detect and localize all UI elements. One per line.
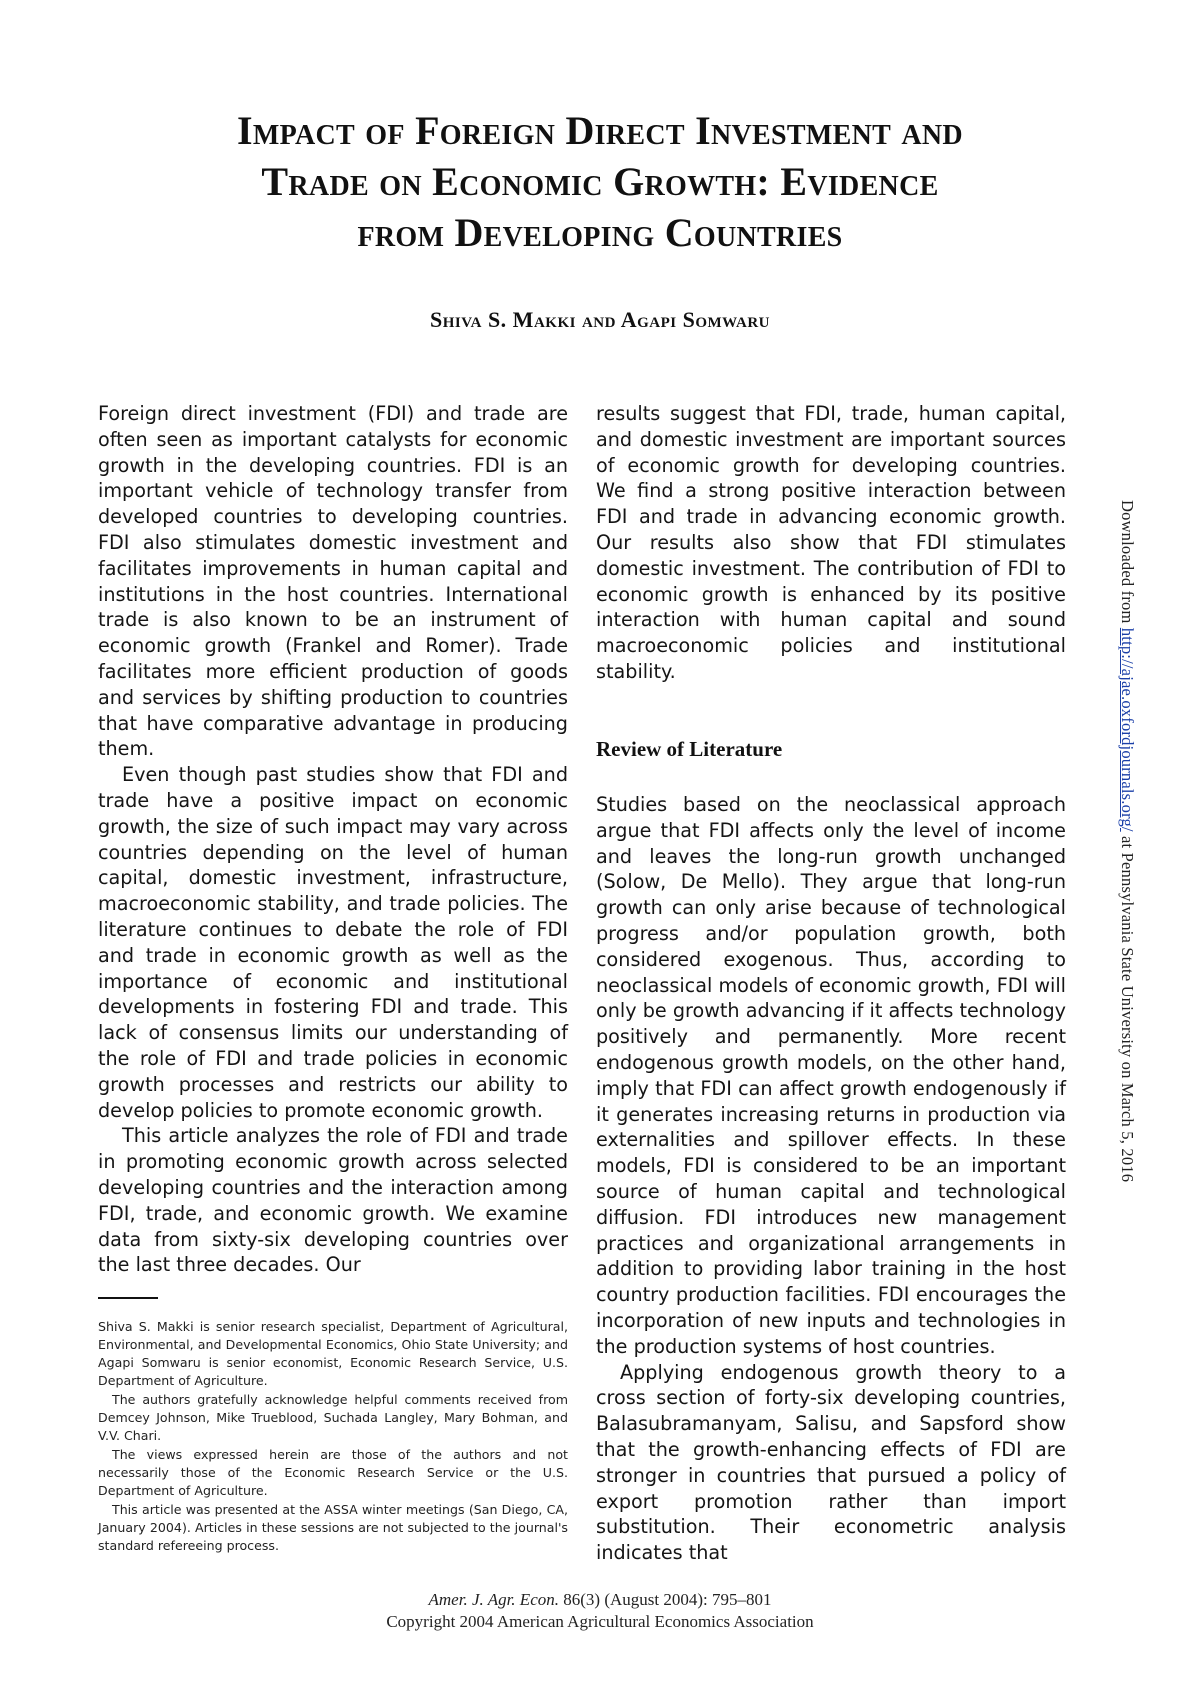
right-column-intro <box>596 401 1066 685</box>
article-title <box>100 105 1100 258</box>
intro-paragraph-3: This article analyzes the role of FDI and trade in promoting economic growth across selected developing countries and the interaction among FDI, trade, and economic growth. We examine data from sixty-six developing countries over the last three decades. Our <box>98 1124 568 1277</box>
journal-citation <box>300 1589 900 1633</box>
copyright-line: Copyright 2004 American Agricultural Economics Association <box>386 1612 814 1631</box>
title-line-3: from Developing Countries <box>357 210 843 255</box>
left-column <box>98 401 568 1278</box>
download-watermark <box>1117 500 1137 1182</box>
journal-link[interactable]: http://ajae.oxfordjournals.org/ <box>1118 627 1137 832</box>
footnote-divider <box>98 1297 158 1299</box>
author-line: Shiva S. Makki and Agapi Somwaru <box>429 307 771 332</box>
watermark-prefix: Downloaded from <box>1118 500 1137 628</box>
citation-line <box>300 1589 900 1611</box>
intro-paragraph-1: Foreign direct investment (FDI) and trade are often seen as important catalysts for economic growth in the developing countries. FDI is an important vehicle of technology transfer from developed countries to developing countries. FDI also stimulates domestic investment and facilitates improvements in human capital and institutions in the host countries. International trade is also known to be an instrument of economic growth (Frankel and Romer). Trade facilitates more efficient production of goods and services by shifting production to countries that have comparative advantage in producing them. <box>98 402 568 761</box>
footnote-presentation: This article was presented at the ASSA winter meetings (San Diego, CA, January 2004). Articles in these sessions are not subjected to the journal's standard refereeing process. <box>98 1502 568 1553</box>
section-heading-review: Review of Literature <box>596 737 783 761</box>
title-line-1: Impact of Foreign Direct Investment and <box>237 108 963 153</box>
right-column-literature <box>596 792 1066 1566</box>
citation-details: 86(3) (August 2004): 795–801 <box>559 1590 772 1609</box>
title-line-2: Trade on Economic Growth: Evidence <box>261 159 939 204</box>
intro-paragraph-continued: results suggest that FDI, trade, human capital, and domestic investment are important sources of economic growth for developing countries. We find a strong positive interaction between FDI and trade in advancing economic growth. Our results also show that FDI stimulates domestic investment. The contribution of FDI to economic growth is enhanced by its positive interaction with human capital and sound macroeconomic policies and institutional stability. <box>596 402 1066 683</box>
footnotes <box>98 1318 568 1556</box>
footnote-affiliations: Shiva S. Makki is senior research specialist, Department of Agricultural, Environmental, and Developmental Economics, Ohio State University; and Agapi Somwaru is senior economist, Economic Research Service, U.S. Department of Agriculture. <box>98 1319 568 1388</box>
literature-paragraph-1: Studies based on the neoclassical approach argue that FDI affects only the level of income and leaves the long-run growth unchanged (Solow, De Mello). They argue that long-run growth can only arise because of technological progress and/or population growth, both considered exogenous. Thus, according to neoclassical models of economic growth, FDI will only be growth advancing if it affects technology positively and permanently. More recent endogenous growth models, on the other hand, imply that FDI can affect growth endogenously if it generates increasing returns in production via externalities and spillover effects. In these models, FDI is considered to be an important source of human capital and technological diffusion. FDI introduces new management practices and organizational arrangements in addition to providing labor training in the host country production facilities. FDI encourages the incorporation of new inputs and technologies in the production systems of host countries. <box>596 793 1066 1358</box>
footnote-disclaimer: The views expressed herein are those of the authors and not necessarily those of the Economic Research Service or the U.S. Department of Agriculture. <box>98 1447 568 1498</box>
literature-paragraph-2: Applying endogenous growth theory to a cross section of forty-six developing countries, Balasubramanyam, Salisu, and Sapsford show that the growth-enhancing effects of FDI are stronger in countries that pursued a policy of export promotion rather than import substitution. Their econometric analysis indicates that <box>596 1360 1066 1565</box>
intro-paragraph-2: Even though past studies show that FDI and trade have a positive impact on economic growth, the size of such impact may vary across countries depending on the level of human capital, domestic investment, infrastructure, macroeconomic stability, and trade policies. The literature continues to debate the role of FDI and trade in economic growth as well as the importance of economic and institutional developments in fostering FDI and trade. This lack of consensus limits our understanding of the role of FDI and trade policies in economic growth processes and restricts our ability to develop policies to promote economic growth. <box>98 763 568 1122</box>
watermark-suffix: at Pennsylvania State University on March 5, 2016 <box>1118 831 1137 1183</box>
footnote-acknowledgments: The authors gratefully acknowledge helpful comments received from Demcey Johnson, Mike Trueblood, Suchada Langley, Mary Bohman, and V.V. Chari. <box>98 1392 568 1443</box>
journal-name: Amer. J. Agr. Econ. <box>428 1590 559 1609</box>
